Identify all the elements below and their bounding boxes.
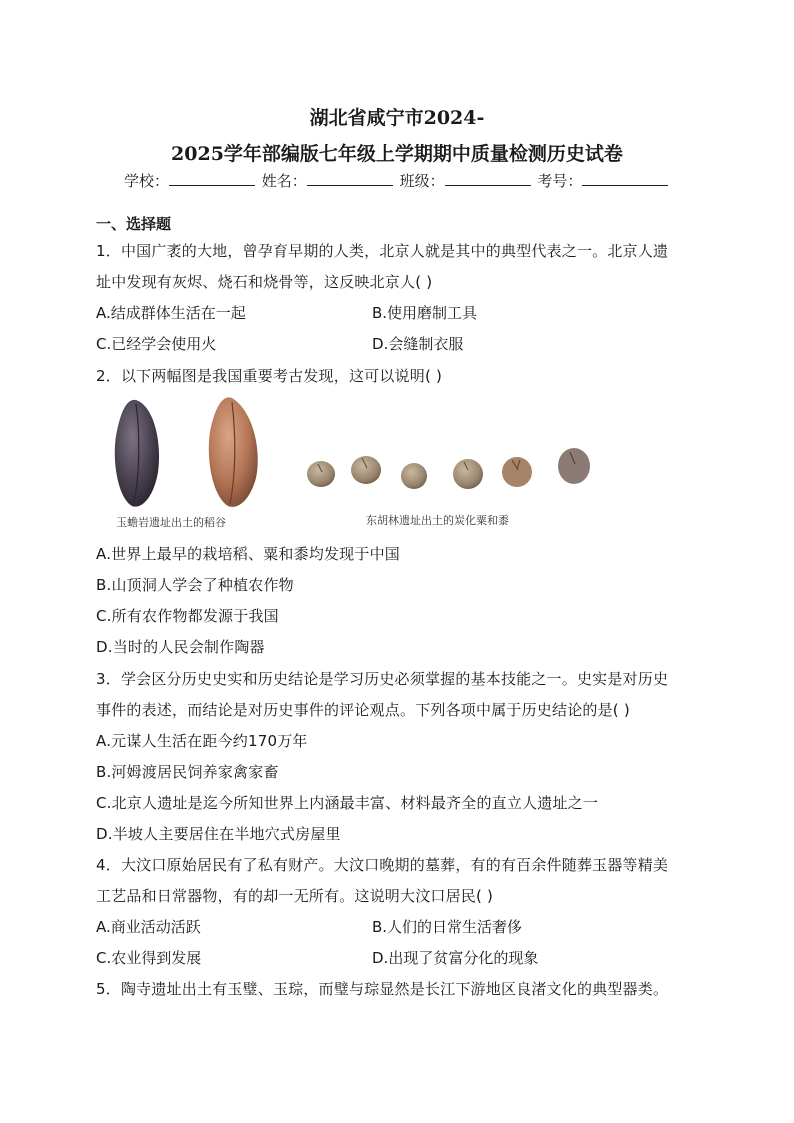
q4-stem-line-2: 工艺品和日常器物，有的却一无所有。这说明大汶口居民( ) bbox=[96, 887, 494, 905]
q3-option-c: C.北京人遗址是迄今所知世界上内涵最丰富、材料最齐全的直立人遗址之一 bbox=[96, 794, 599, 812]
section-title: 一、选择题 bbox=[96, 215, 172, 233]
class-label: 班级： bbox=[399, 172, 445, 190]
q3-option-d: D.半坡人主要居住在半地穴式房屋里 bbox=[96, 825, 341, 843]
q2-option-a: A.世界上最早的栽培稻、粟和黍均发现于中国 bbox=[96, 545, 400, 563]
millet-seeds bbox=[307, 448, 590, 489]
q1-stem-line-2: 址中发现有灰烬、烧石和烧骨等，这反映北京人( ) bbox=[96, 273, 433, 291]
name-blank bbox=[307, 171, 393, 186]
q4-stem-line-1: 4．大汶口原始居民有了私有财产。大汶口晚期的墓葬，有的有百余件随葬玉器等精美 bbox=[96, 856, 669, 874]
exam-title-line-1: 湖北省咸宁市2024- bbox=[309, 107, 485, 129]
q1-option-d: D.会缝制衣服 bbox=[372, 335, 464, 353]
q1-option-a: A.结成群体生活在一起 bbox=[96, 304, 246, 322]
q5-stem-line-1: 5．陶寺遗址出土有玉璧、玉琮，而璧与琮显然是长江下游地区良渚文化的典型器类。 bbox=[96, 980, 669, 998]
student-info-row bbox=[124, 170, 670, 191]
q3-option-a: A.元谋人生活在距今约170万年 bbox=[96, 732, 308, 750]
exam-title-line-2: 2025学年部编版七年级上学期期中质量检测历史试卷 bbox=[171, 143, 623, 165]
q4-option-c: C.农业得到发展 bbox=[96, 949, 202, 967]
name-label: 姓名： bbox=[261, 172, 307, 190]
q3-stem-line-1: 3．学会区分历史史实和历史结论是学习历史必须掌握的基本技能之一。史实是对历史 bbox=[96, 670, 669, 688]
q3-stem-line-2: 事件的表述，而结论是对历史事件的评论观点。下列各项中属于历史结论的是( ) bbox=[96, 701, 630, 719]
q1-stem-line-1: 1．中国广袤的大地，曾孕育早期的人类，北京人就是其中的典型代表之一。北京人遗 bbox=[96, 242, 669, 260]
q4-option-d: D.出现了贫富分化的现象 bbox=[372, 949, 539, 967]
q2-option-b: B.山顶洞人学会了种植农作物 bbox=[96, 576, 294, 594]
archaeology-figure bbox=[96, 392, 606, 532]
class-blank bbox=[445, 171, 531, 186]
q1-option-c: C.已经学会使用火 bbox=[96, 335, 217, 353]
rice-grain-red bbox=[209, 397, 258, 506]
figure-caption-millet: 东胡林遗址出土的炭化粟和黍 bbox=[366, 514, 509, 527]
school-label: 学校： bbox=[124, 172, 170, 190]
rice-grain-dark bbox=[115, 400, 159, 507]
figure-caption-rice: 玉蟾岩遗址出土的稻谷 bbox=[116, 516, 226, 529]
q1-option-b: B.使用磨制工具 bbox=[372, 304, 478, 322]
q4-option-a: A.商业活动活跃 bbox=[96, 918, 201, 936]
q2-option-d: D.当时的人民会制作陶器 bbox=[96, 638, 265, 656]
q2-stem-line-1: 2．以下两幅图是我国重要考古发现，这可以说明( ) bbox=[96, 367, 443, 385]
q2-option-c: C.所有农作物都发源于我国 bbox=[96, 607, 279, 625]
school-blank bbox=[169, 171, 255, 186]
q4-option-b: B.人们的日常生活奢侈 bbox=[372, 918, 523, 936]
exam-number-blank bbox=[582, 171, 668, 186]
exam-number-label: 考号： bbox=[537, 172, 583, 190]
q3-option-b: B.河姆渡居民饲养家禽家畜 bbox=[96, 763, 279, 781]
